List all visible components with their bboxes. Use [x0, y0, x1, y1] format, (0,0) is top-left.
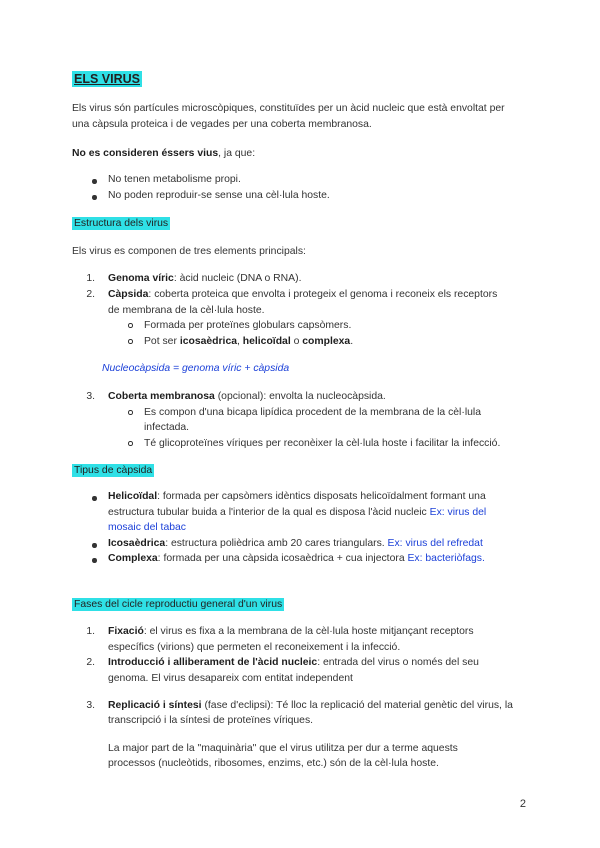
item-number: 3. — [86, 391, 95, 402]
not-living-sentence: No es consideren éssers vius, ja que: — [72, 148, 256, 159]
structure-item-capsid-line2: de membrana de la cèl·lula hoste. — [108, 305, 265, 316]
bullet-icon — [92, 195, 97, 200]
structure-item-envelope: Coberta membranosa (opcional): envolta la nucleocàpsida. — [108, 391, 386, 402]
phase-replication: Replicació i síntesi (fase d'eclipsi): Té lloc la replicació del material genètic del virus, la — [108, 700, 513, 711]
item-number: 1. — [86, 273, 95, 284]
phase-penetration: Introducció i alliberament de l'àcid nucleic: entrada del virus o només del seu — [108, 657, 479, 668]
envelope-sub-item: Es compon d'una bicapa lipídica procedent de la membrana de la cèl·lula — [144, 407, 481, 418]
structure-item-genome: Genoma víric: àcid nucleic (DNA o RNA). — [108, 273, 302, 284]
envelope-sub-item-line2: infectada. — [144, 422, 190, 433]
sub-bullet-icon — [128, 339, 133, 344]
nucleocapsid-formula: Nucleocàpsida = genoma víric + càpsida — [102, 363, 290, 374]
item-number: 3. — [86, 700, 95, 711]
phase-replication-note-line2: processos (nucleòtids, ribosomes, enzims, etc.) són de la cèl·lula hoste. — [108, 758, 439, 769]
phase-attachment-line2: específics (virions) que permeten el reconeixement i la infecció. — [108, 642, 401, 653]
phase-replication-line2: transcripció i la síntesi de proteïnes víriques. — [108, 715, 314, 726]
section-heading-reproductive-cycle: Fases del cicle reproductiu general d'un virus — [74, 599, 283, 610]
bullet-icon — [92, 558, 97, 563]
bullet-icon — [92, 179, 97, 184]
structure-item-capsid: Càpsida: coberta proteica que envolta i protegeix el genoma i reconeix els receptors — [108, 289, 498, 300]
capsid-sub-item: Formada per proteïnes globulars capsòmers. — [144, 320, 352, 331]
sub-bullet-icon — [128, 410, 133, 415]
section-heading-structure: Estructura dels virus — [74, 218, 169, 229]
capsid-type-helicoidal: Helicoïdal: formada per capsòmers idèntics disposats helicoïdalment formant una — [108, 491, 486, 502]
item-number: 2. — [86, 657, 95, 668]
page-title: ELS VIRUS — [74, 72, 140, 86]
item-number: 2. — [86, 289, 95, 300]
section-heading-capsid-types: Tipus de càpsida — [74, 465, 153, 476]
envelope-sub-item: Té glicoproteïnes víriques per reconèixer la cèl·lula hoste i facilitar la infecció. — [144, 438, 501, 449]
bullet-icon — [92, 543, 97, 548]
structure-lead: Els virus es componen de tres elements principals: — [72, 246, 306, 257]
capsid-type-helicoidal-line2: estructura tubular buida a l'interior de la qual es disposa l'àcid nucleic Ex: virus del — [108, 507, 487, 518]
capsid-sub-item: Pot ser icosaèdrica, helicoïdal o complexa. — [144, 336, 354, 347]
intro-line-2: una càpsula proteica i de vegades per una coberta membranosa. — [72, 119, 372, 130]
phase-replication-note-line1: La major part de la "maquinària" que el virus utilitza per dur a terme aquests — [108, 743, 458, 754]
item-number: 1. — [86, 626, 95, 637]
phase-penetration-line2: genoma. El virus desapareix com entitat independent — [108, 673, 353, 684]
list-item: No poden reproduir-se sense una cèl·lula hoste. — [108, 190, 330, 201]
phase-attachment: Fixació: el virus es fixa a la membrana de la cèl·lula hoste mitjançant receptors — [108, 626, 474, 637]
bullet-icon — [92, 496, 97, 501]
list-item: No tenen metabolisme propi. — [108, 174, 241, 185]
page-number: 2 — [519, 798, 526, 810]
capsid-type-icosahedral: Icosaèdrica: estructura polièdrica amb 20 cares triangulars. Ex: virus del refredat — [108, 538, 483, 549]
sub-bullet-icon — [128, 323, 133, 328]
capsid-type-complex: Complexa: formada per una càpsida icosaèdrica + cua injectora Ex: bacteriòfags. — [108, 553, 485, 564]
sub-bullet-icon — [128, 441, 133, 446]
intro-line-1: Els virus són partícules microscòpiques, constituïdes per un àcid nucleic que està envoltat per — [72, 103, 505, 114]
capsid-type-helicoidal-example: mosaic del tabac — [108, 522, 186, 533]
